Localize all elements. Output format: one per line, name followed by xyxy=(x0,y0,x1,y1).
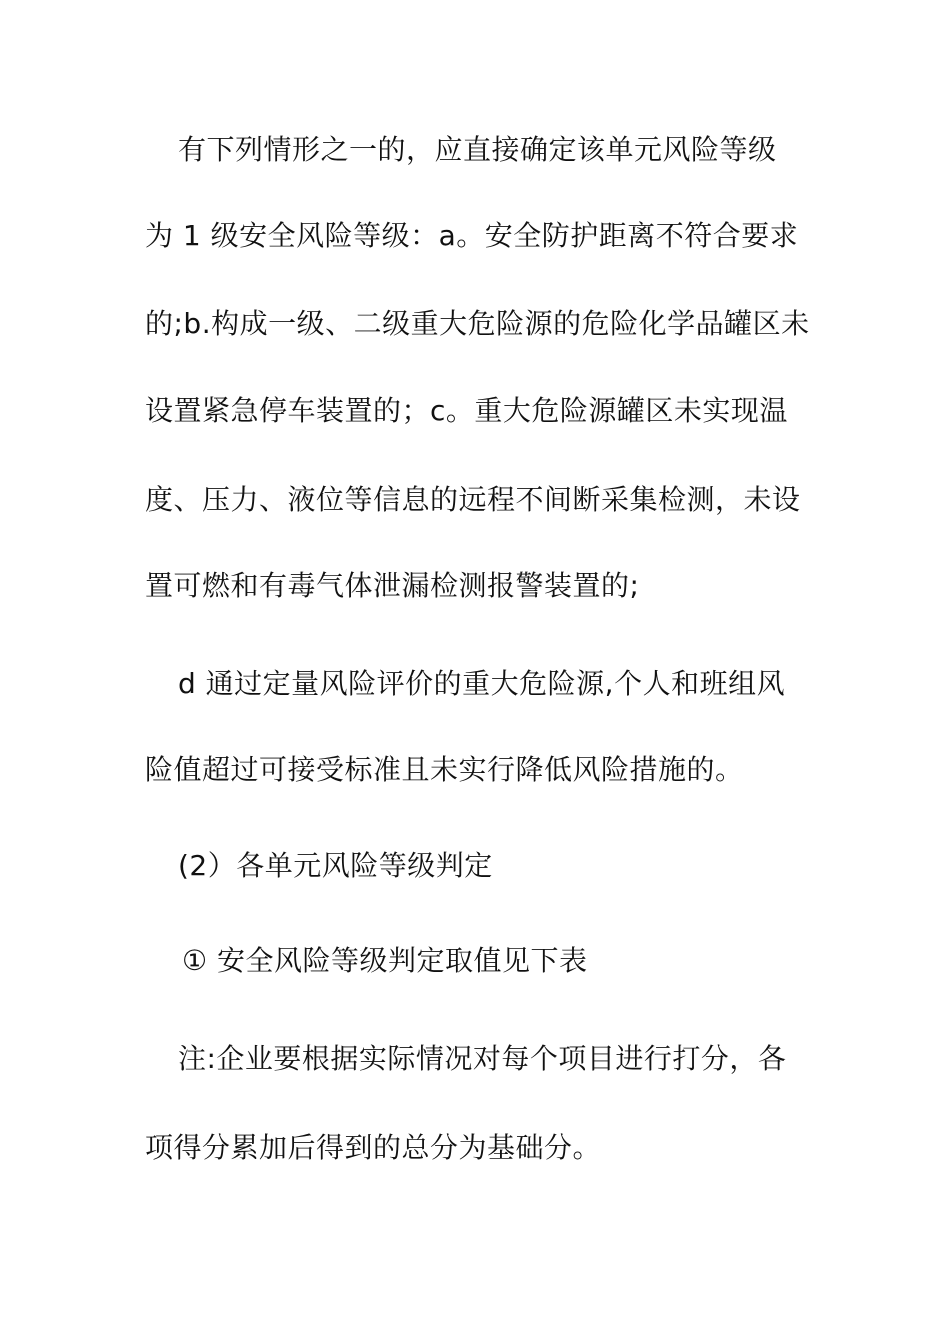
note-line-2: 项得分累加后得到的总分为基础分。 xyxy=(145,1131,602,1164)
paragraph-line-3: 的;b.构成一级、二级重大危险源的危险化学品罐区未 xyxy=(145,307,810,340)
subsection-heading: ① 安全风险等级判定取值见下表 xyxy=(182,944,588,977)
paragraph-line-1: 有下列情形之一的，应直接确定该单元风险等级 xyxy=(178,133,777,166)
note-line-1: 注:企业要根据实际情况对每个项目进行打分，各 xyxy=(178,1042,787,1075)
paragraph-line-6: 置可燃和有毒气体泄漏检测报警装置的; xyxy=(145,569,640,602)
paragraph-line-5: 度、压力、液位等信息的远程不间断采集检测，未设 xyxy=(145,483,801,516)
paragraph-line-8: 险值超过可接受标准且未实行降低风险措施的。 xyxy=(145,753,744,786)
paragraph-line-2: 为 1 级安全风险等级：a。安全防护距离不符合要求 xyxy=(145,219,799,252)
paragraph-line-4: 设置紧急停车装置的；c。重大危险源罐区未实现温 xyxy=(145,394,788,427)
section-heading: (2）各单元风险等级判定 xyxy=(178,849,493,882)
paragraph-line-7: d 通过定量风险评价的重大危险源,个人和班组风 xyxy=(178,667,786,700)
